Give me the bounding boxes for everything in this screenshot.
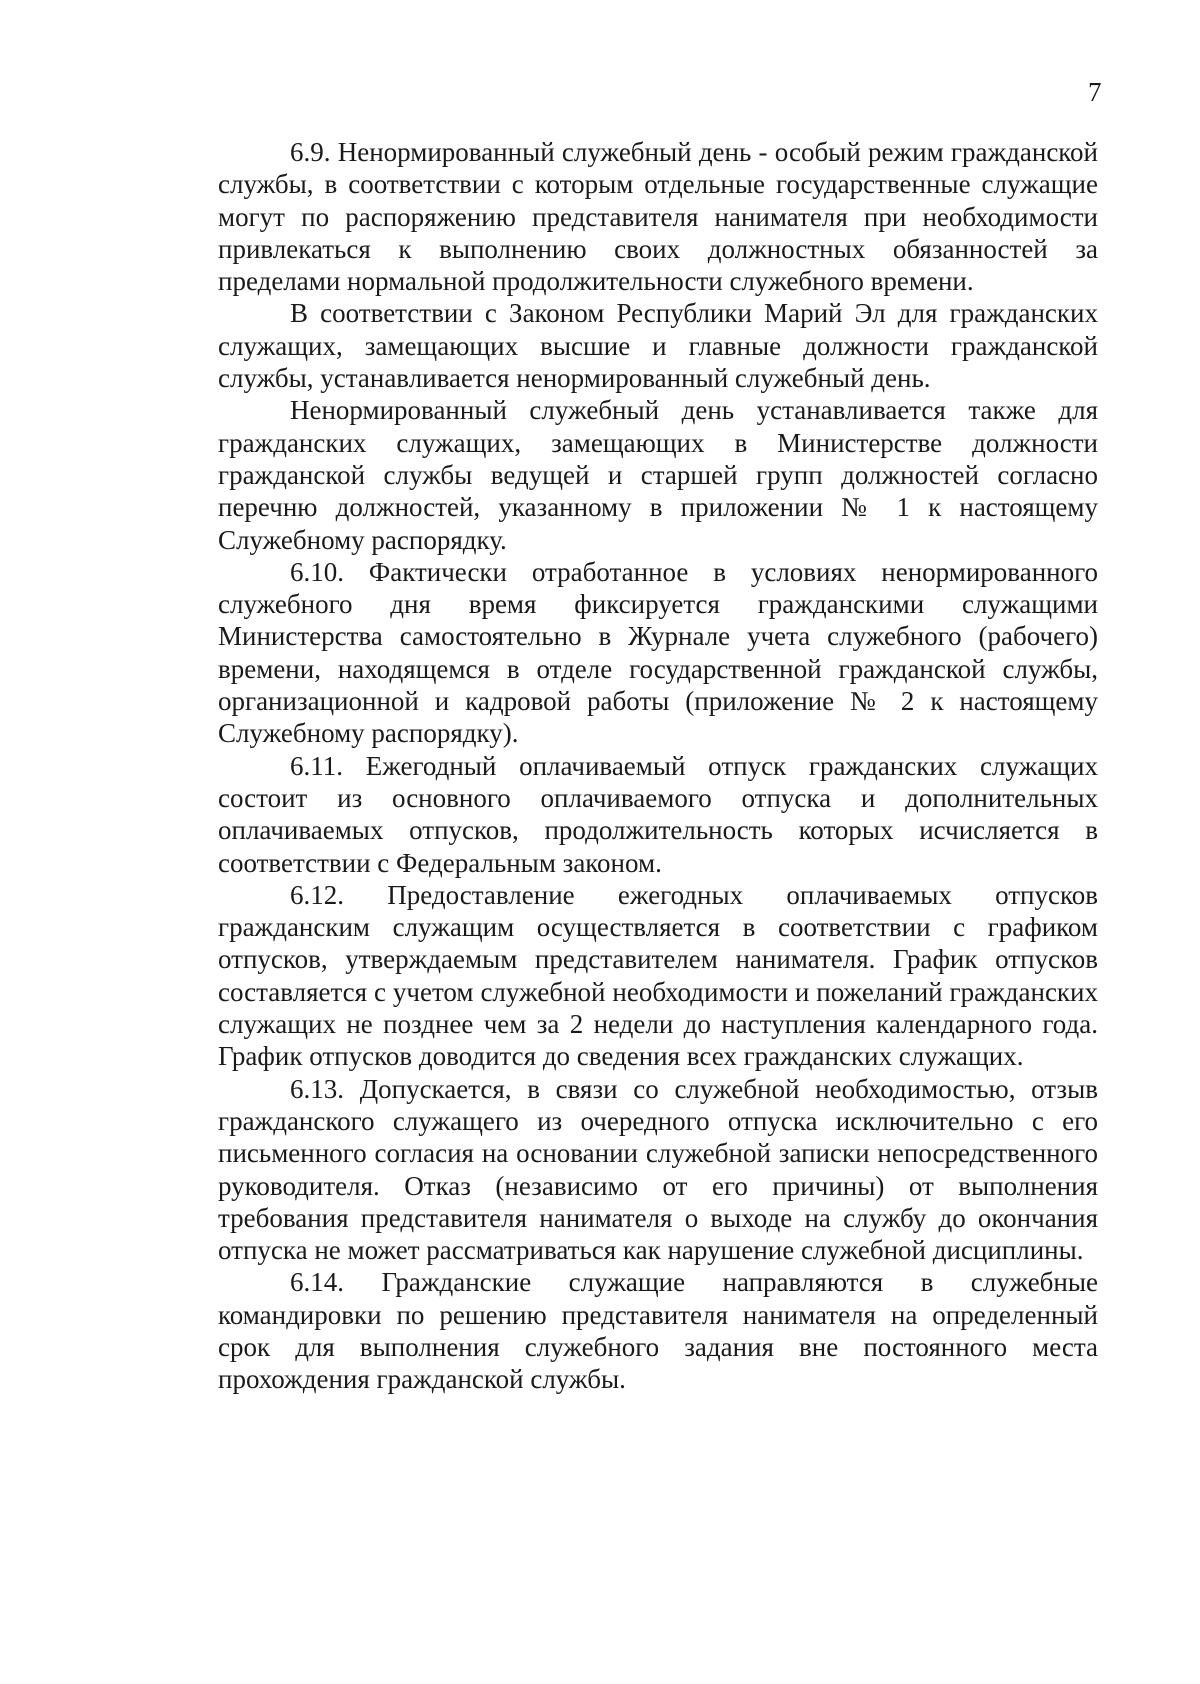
- paragraph-mari-el-law: В соответствии с Законом Республики Марий Эл для гражданских служащих, замещающих высшие и главные должности гражданской службы, устанавливается ненормированный служебный день.: [218, 298, 1098, 394]
- page-number: 7: [1088, 77, 1102, 107]
- paragraph-6-13: 6.13. Допускается, в связи со служебной необходимостью, отзыв гражданского служащего из очередного отпуска исключительно с его письменного согласия на основании служебной записки непосредственного руководителя. Отказ (независимо от его причины) от выполнения требования представителя нанимателя о выходе на службу до окончания отпуска не может рассматриваться как нарушение служебной дисциплины.: [218, 1073, 1098, 1266]
- paragraph-6-12: 6.12. Предоставление ежегодных оплачиваемых отпусков гражданским служащим осуществляется в соответствии с графиком отпусков, утверждаемым представителем нанимателя. График отпусков составляется с учетом служебной необходимости и пожеланий гражданских служащих не позднее чем за 2 недели до наступления календарного года. График отпусков доводится до сведения всех гражданских служащих.: [218, 879, 1098, 1072]
- paragraph-6-9: 6.9. Ненормированный служебный день - особый режим гражданской службы, в соответствии с которым отдельные государственные служащие могут по распоряжению представителя нанимателя при необходимости привлекаться к выполнению своих должностных обязанностей за пределами нормальной продолжительности служебного времени.: [218, 137, 1098, 297]
- paragraph-6-14: 6.14. Гражданские служащие направляются в служебные командировки по решению представителя нанимателя на определенный срок для выполнения служебного задания вне постоянного места прохождения гражданской службы.: [218, 1267, 1098, 1395]
- document-body: [218, 136, 1098, 1396]
- paragraph-6-10: 6.10. Фактически отработанное в условиях ненормированного служебного дня время фиксируется гражданскими служащими Министерства самостоятельно в Журнале учета служебного (рабочего) времени, находящемся в отделе государственной гражданской службы, организационной и кадровой работы (приложение № 2 к настоящему Служебному распорядку).: [218, 556, 1098, 749]
- paragraph-irregular-day-ministry: Ненормированный служебный день устанавливается также для гражданских служащих, замещающих в Министерстве должности гражданской службы ведущей и старшей групп должностей согласно перечню должностей, указанному в приложении № 1 к настоящему Служебному распорядку.: [218, 395, 1098, 555]
- paragraph-6-11: 6.11. Ежегодный оплачиваемый отпуск гражданских служащих состоит из основного оплачиваемого отпуска и дополнительных оплачиваемых отпусков, продолжительность которых исчисляется в соответствии с Федеральным законом.: [218, 750, 1098, 878]
